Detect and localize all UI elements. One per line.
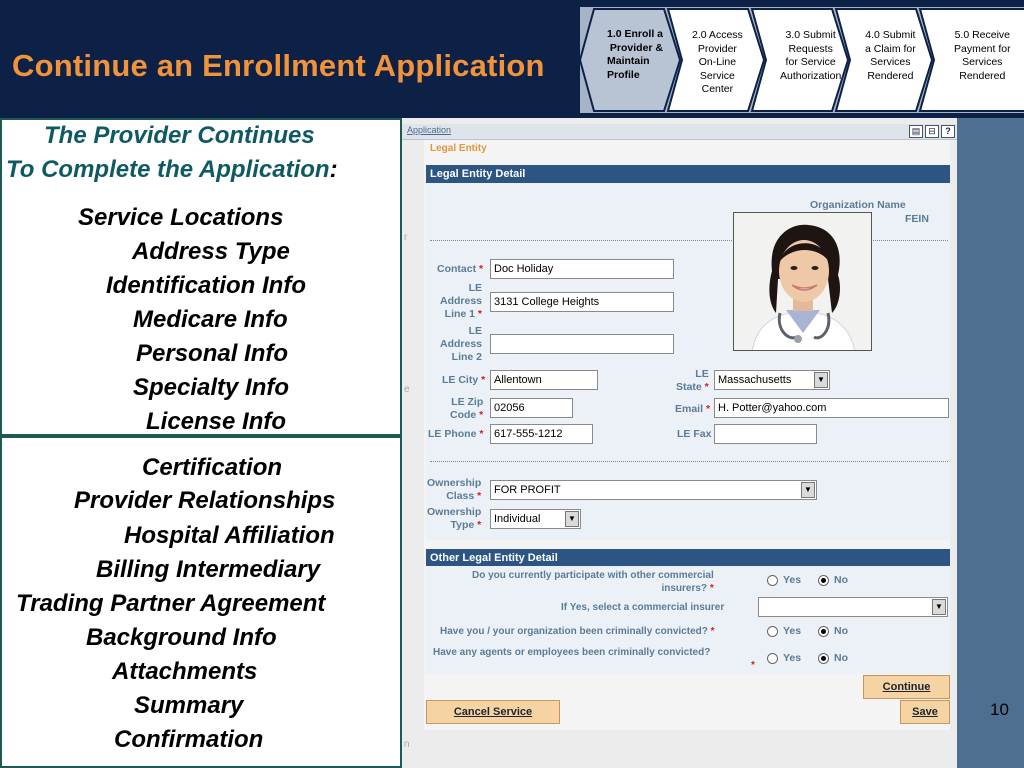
chevron-down-icon[interactable]: ▼	[801, 482, 815, 498]
radio-label: Yes	[783, 625, 802, 637]
list-item: Address Type	[132, 238, 290, 265]
list-item: Background Info	[86, 624, 277, 651]
email-label	[675, 403, 710, 416]
commercial-insurer-select-label: If Yes, select a commercial insurer	[561, 602, 725, 613]
window-minimize-icon[interactable]: ⊟	[925, 125, 939, 138]
required-mark: *	[709, 583, 714, 594]
step-4-label[interactable]: 4.0 Submit a Claim for Services Rendered	[865, 29, 916, 82]
step-2-label[interactable]: 2.0 Access Provider On-Line Service Center	[692, 29, 743, 95]
required-mark: *	[479, 263, 484, 275]
ownership-class-value: FOR PROFIT	[494, 484, 561, 496]
org-name-label: Organization Name	[810, 199, 906, 211]
slide-title: Continue an Enrollment Application	[12, 48, 545, 83]
panel-heading-line-1: The Provider Continues	[44, 122, 315, 149]
step-3-label[interactable]: 3.0 Submit Requests for Service Authorization	[780, 29, 842, 82]
doctor-photo	[733, 212, 872, 351]
cancel-service-button[interactable]: Cancel Service	[426, 700, 560, 724]
zip-label	[450, 396, 483, 422]
steps-list-panel-bottom	[0, 436, 402, 768]
required-mark: *	[705, 403, 711, 415]
commercial-insurers-no-radio[interactable]	[818, 575, 829, 586]
contact-field[interactable]: Doc Holiday	[490, 259, 674, 279]
radio-label: Yes	[783, 652, 802, 664]
org-convicted-question-text: Have you / your organization been criminally convicted?	[440, 626, 708, 637]
org-convicted-yes-radio[interactable]	[767, 626, 778, 637]
city-label-text: LE City	[442, 374, 479, 386]
window-list-icon[interactable]: ▤	[909, 125, 923, 138]
list-item: Attachments	[112, 658, 258, 685]
address-line1-field[interactable]: 3131 College Heights	[490, 292, 674, 312]
state-label	[676, 368, 709, 394]
required-mark: *	[704, 381, 709, 393]
help-icon[interactable]: ?	[941, 125, 955, 138]
step-5-label[interactable]: 5.0 Receive Payment for Services Rendered	[954, 29, 1011, 82]
list-item: Summary	[134, 692, 244, 719]
cut-off-text: n	[404, 739, 410, 750]
list-item: Billing Intermediary	[96, 556, 321, 583]
contact-label-text: Contact	[437, 263, 477, 275]
ownership-type-select[interactable]	[490, 509, 581, 529]
application-toolbar	[402, 124, 957, 140]
chevron-down-icon[interactable]: ▼	[932, 599, 946, 615]
agents-convicted-no-radio[interactable]	[818, 653, 829, 664]
list-item: Confirmation	[114, 726, 264, 753]
email-field[interactable]: H. Potter@yahoo.com	[714, 398, 949, 418]
required-mark: *	[477, 519, 482, 531]
chevron-down-icon[interactable]: ▼	[814, 372, 828, 388]
address-line2-field[interactable]	[490, 334, 674, 354]
zip-field[interactable]: 02056	[490, 398, 573, 418]
city-label	[442, 374, 485, 387]
org-convicted-question	[440, 625, 715, 638]
legal-entity-detail-header: Legal Entity Detail	[426, 165, 950, 183]
step-1-label[interactable]: 1.0 Enroll a Provider & Maintain Profile	[607, 28, 664, 81]
list-item: Provider Relationships	[74, 487, 336, 514]
ownership-class-select[interactable]	[490, 480, 817, 500]
required-mark: *	[477, 308, 483, 320]
required-mark: *	[751, 660, 755, 671]
state-select-value: Massachusetts	[718, 374, 792, 386]
agents-convicted-question: Have any agents or employees been criminally convicted?	[433, 647, 711, 658]
chevron-down-icon[interactable]: ▼	[565, 511, 579, 527]
commercial-insurer-select[interactable]	[758, 597, 948, 617]
other-legal-entity-detail-header: Other Legal Entity Detail	[426, 549, 950, 567]
section-label: Legal Entity	[430, 143, 487, 154]
divider	[430, 461, 948, 462]
list-item: Identification Info	[106, 272, 306, 299]
list-item: Hospital Affiliation	[124, 522, 335, 549]
fein-label: FEIN	[905, 213, 929, 225]
phone-field[interactable]: 617-555-1212	[490, 424, 593, 444]
ownership-type-label-text: Ownership Type	[427, 506, 482, 531]
doctor-illustration	[734, 213, 872, 351]
state-label-text: LE State	[676, 368, 709, 393]
commercial-insurers-question-text: Do you currently participate with other commercial insurers?	[472, 570, 714, 594]
radio-label: No	[834, 574, 848, 586]
city-field[interactable]: Allentown	[490, 370, 598, 390]
address-line1-label	[440, 282, 482, 321]
fax-label: LE Fax	[677, 428, 712, 440]
list-item: Medicare Info	[133, 306, 288, 333]
commercial-insurers-yes-radio[interactable]	[767, 575, 778, 586]
panel-heading-text: To Complete the Application	[6, 156, 330, 183]
radio-label: No	[834, 625, 848, 637]
phone-label-text: LE Phone	[428, 428, 477, 440]
address-line1-label-text: LE Address Line 1	[440, 282, 483, 320]
ownership-type-value: Individual	[494, 513, 541, 525]
required-mark: *	[479, 428, 484, 440]
ownership-type-label	[427, 506, 481, 532]
list-item: Trading Partner Agreement	[16, 590, 326, 617]
cut-off-text: r	[404, 232, 408, 243]
list-item: Certification	[142, 454, 283, 481]
address-line2-label: LE Address Line 2	[440, 325, 483, 363]
fax-field[interactable]	[714, 424, 817, 444]
cut-off-text: e	[404, 384, 410, 395]
application-tab[interactable]: Application	[407, 125, 452, 135]
org-convicted-no-radio[interactable]	[818, 626, 829, 637]
phone-label	[428, 428, 483, 441]
process-steps	[580, 7, 1024, 113]
agents-convicted-yes-radio[interactable]	[767, 653, 778, 664]
page-number: 10	[990, 700, 1009, 719]
radio-label: Yes	[783, 574, 802, 586]
panel-heading-colon: :	[329, 156, 338, 183]
required-mark: *	[479, 409, 484, 421]
ownership-class-label-text: Ownership Class	[427, 477, 482, 502]
list-item: Personal Info	[136, 340, 289, 367]
list-item: Specialty Info	[133, 374, 290, 401]
steps-list-panel-top	[0, 118, 402, 436]
radio-label: No	[834, 652, 848, 664]
panel-heading-line-2	[6, 156, 338, 184]
save-button[interactable]: Save	[900, 700, 950, 724]
required-mark: *	[481, 374, 486, 386]
list-item: License Info	[146, 408, 287, 435]
contact-label	[437, 263, 483, 276]
required-mark: *	[710, 626, 715, 637]
continue-button[interactable]: Continue	[863, 675, 950, 699]
required-mark: *	[477, 490, 482, 502]
list-item: Service Locations	[78, 204, 284, 231]
ownership-class-label	[427, 477, 481, 503]
zip-label-text: LE Zip Code	[450, 396, 484, 421]
state-select[interactable]	[714, 370, 830, 390]
commercial-insurers-question	[472, 569, 714, 595]
email-label-text: Email	[675, 403, 704, 415]
